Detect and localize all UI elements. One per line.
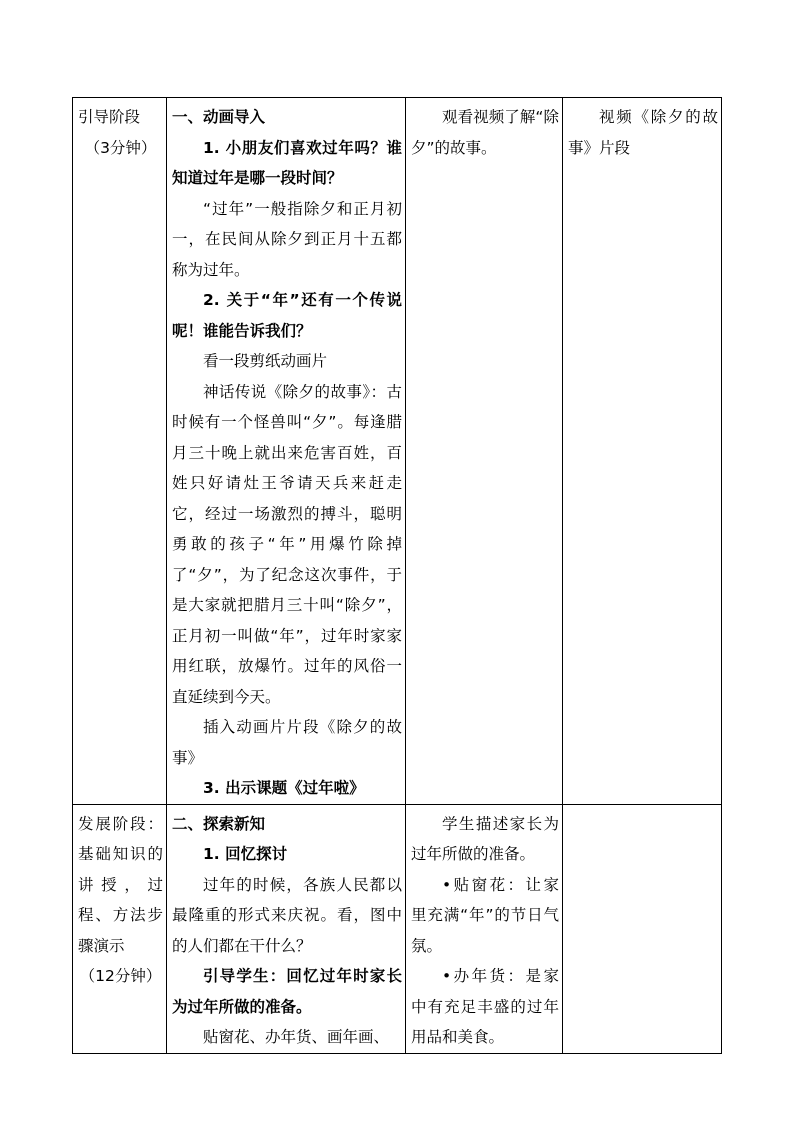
student-activity-cell-paragraph: •贴窗花：让家里充满“年”的节日气氛。 (411, 875, 559, 955)
stage-content (73, 98, 166, 163)
teacher-activity-cell-paragraph: “过年”一般指除夕和正月初一，在民间从除夕到正月十五都称为过年。 (172, 199, 402, 279)
stage-content (73, 805, 166, 992)
media-cell-paragraph: 视频《除夕的故事》片段 (568, 108, 718, 157)
teacher-activity-cell-paragraph: 1. 回忆探讨 (203, 845, 288, 863)
teacher-activity-cell-paragraph: 贴窗花、办年货、画年画、 (203, 1028, 390, 1046)
media-cell-content (563, 805, 721, 809)
teacher-activity-cell-paragraph: 2. 关于“年”还有一个传说呢！谁能告诉我们？ (172, 291, 402, 340)
table-row (73, 804, 722, 1053)
teacher-activity-cell-paragraph: 3. 出示课题《过年啦》 (203, 779, 365, 797)
teacher-activity-cell-paragraph: 插入动画片片段《除夕的故事》 (172, 718, 402, 767)
student-activity-cell-paragraph: •办年货：是家中有充足丰盛的过年用品和美食。 (411, 967, 559, 1046)
teacher-activity-cell-paragraph: 神话传说《除夕的故事》：古时候有一个怪兽叫“夕”。每逢腊月三十晚上就出来危害百姓，百姓只好请灶王爷请天兵来赶走它，经过一场激烈的搏斗，聪明勇敢的孩子“年”用爆竹除掉了“夕”，为了纪念这次事件，于是大家就把腊月三十叫“除夕”，正月初一叫做“年”，过年时家家用红联，放爆竹。过年的风俗一直延续到今天。 (172, 382, 402, 706)
teacher-activity-cell-content (167, 98, 405, 804)
media-cell-content (563, 98, 721, 163)
media-cell (563, 98, 722, 805)
table-row (73, 98, 722, 805)
stage-duration: （3分钟） (84, 138, 157, 157)
student-activity-cell (406, 98, 563, 805)
teacher-activity-cell-paragraph: 引导学生：回忆过年时家长为过年所做的准备。 (172, 967, 402, 1016)
teacher-activity-cell (167, 98, 406, 805)
media-cell (563, 804, 722, 1053)
teacher-activity-cell-paragraph: 二、探索新知 (172, 814, 266, 833)
stage-cell (73, 98, 167, 805)
stage-duration: （12分钟） (79, 967, 162, 985)
lesson-plan-table (72, 97, 722, 1054)
teacher-activity-cell-paragraph: 看一段剪纸动画片 (203, 352, 328, 370)
lesson-table-body (73, 98, 722, 1054)
student-activity-cell-content (406, 98, 562, 163)
teacher-activity-cell-paragraph: 1. 小朋友们喜欢过年吗？谁知道过年是哪一段时间？ (172, 138, 402, 187)
student-activity-cell-paragraph: 观看视频了解“除夕”的故事。 (411, 108, 559, 157)
stage-name: 引导阶段 (78, 108, 141, 126)
stage-cell (73, 804, 167, 1053)
teacher-activity-cell-paragraph: 一、动画导入 (172, 108, 266, 126)
teacher-activity-cell-content (167, 805, 405, 1053)
student-activity-cell-paragraph: 学生描述家长为过年所做的准备。 (411, 814, 559, 863)
student-activity-cell (406, 804, 563, 1053)
student-activity-cell-content (406, 805, 562, 1053)
teacher-activity-cell-paragraph: 过年的时候，各族人民都以最隆重的形式来庆祝。看，图中的人们都在干什么？ (172, 875, 402, 955)
stage-name: 发展阶段：基础知识的讲授，过程、方法步骤演示 (78, 814, 163, 955)
teacher-activity-cell (167, 804, 406, 1053)
